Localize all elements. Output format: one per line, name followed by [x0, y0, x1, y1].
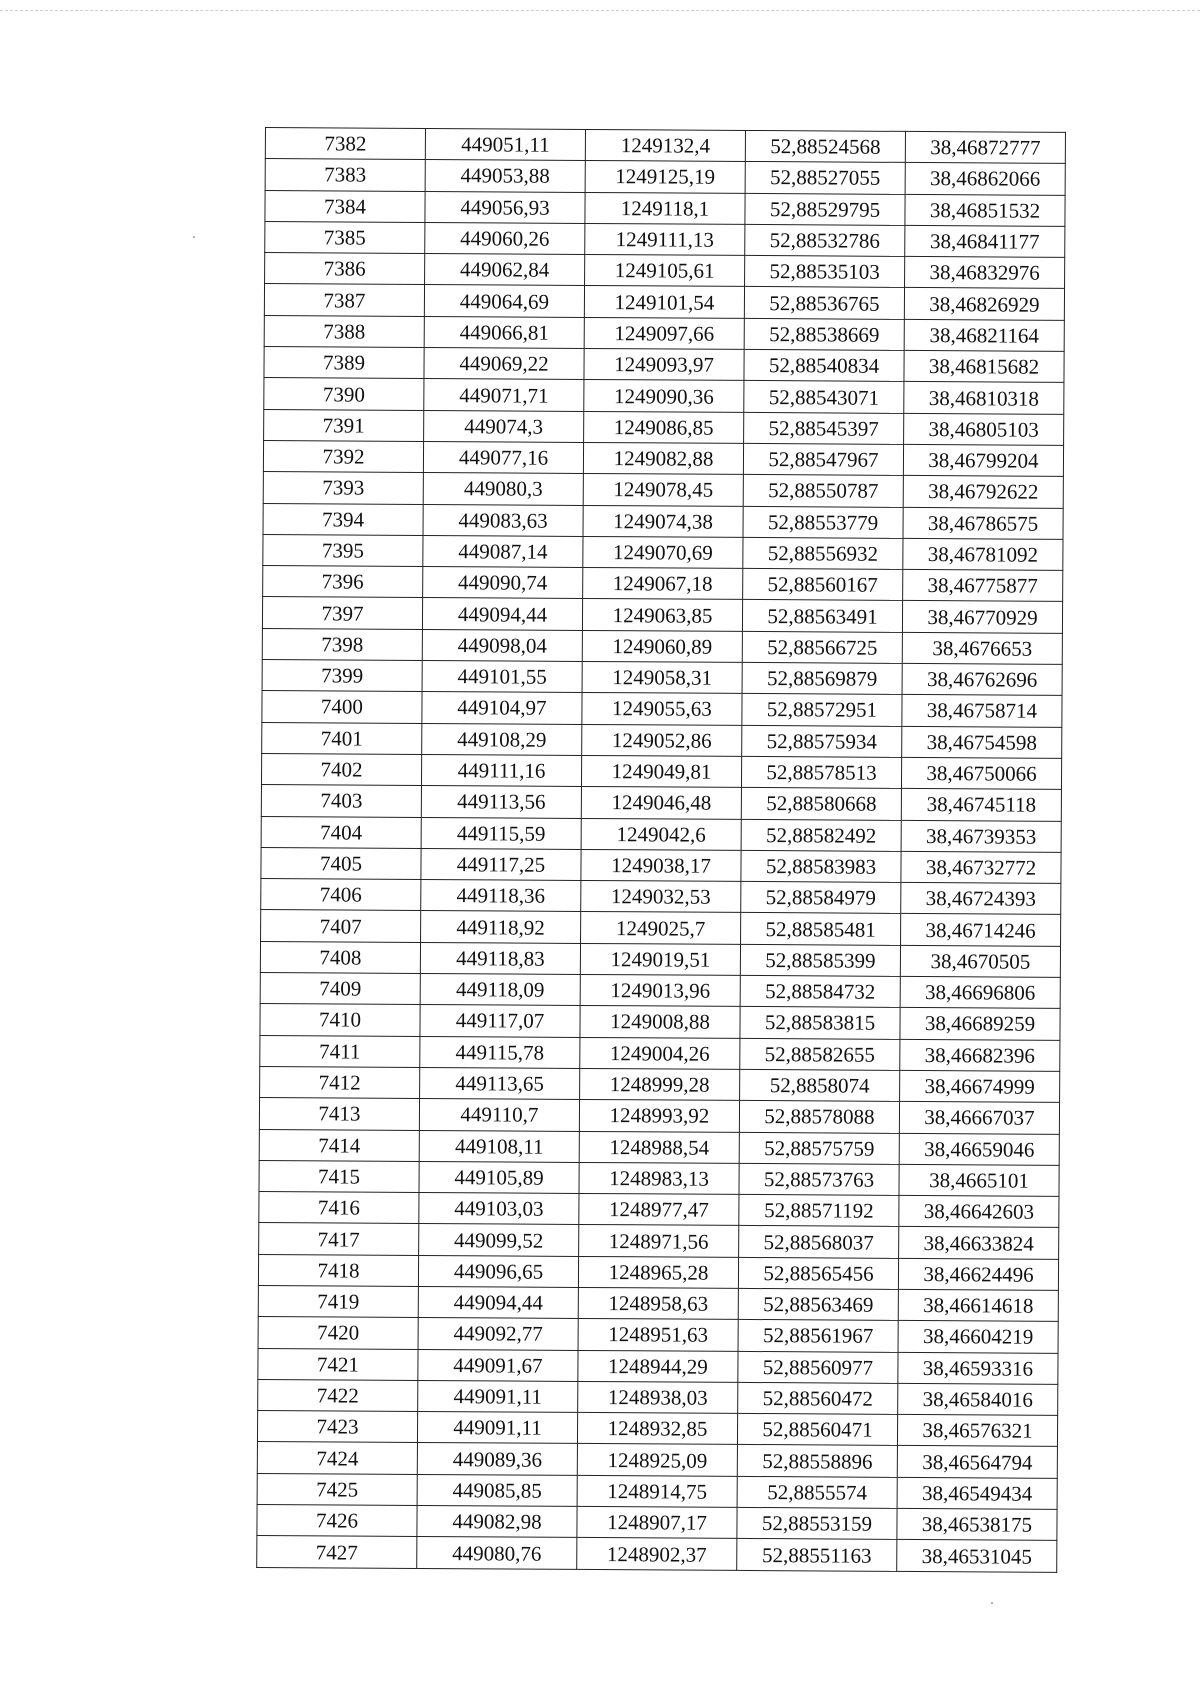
longitude-cell: 38,46792622: [903, 476, 1063, 508]
y-coordinate-cell: 1248958,63: [578, 1287, 738, 1319]
y-coordinate-cell: 1249118,1: [585, 192, 745, 224]
latitude-cell: 52,88584732: [740, 975, 900, 1007]
latitude-cell: 52,88543071: [744, 381, 904, 413]
y-coordinate-cell: 1249052,86: [582, 724, 742, 756]
y-coordinate-cell: 1248914,75: [577, 1475, 737, 1507]
y-coordinate-cell: 1248907,17: [577, 1506, 737, 1538]
x-coordinate-cell: 449051,11: [425, 128, 585, 160]
latitude-cell: 52,88575934: [742, 725, 902, 757]
scan-speck: [991, 1602, 993, 1604]
table-row: [260, 973, 1060, 1009]
longitude-cell: 38,46724393: [901, 883, 1061, 915]
latitude-cell: 52,88545397: [744, 412, 904, 444]
x-coordinate-cell: 449118,92: [421, 911, 581, 943]
longitude-cell: 38,4676653: [902, 632, 1062, 664]
latitude-cell: 52,88540834: [744, 350, 904, 382]
table-row: [263, 503, 1063, 539]
x-coordinate-cell: 449096,65: [418, 1255, 578, 1287]
table-row: [257, 1442, 1057, 1478]
latitude-cell: 52,88563469: [738, 1288, 898, 1320]
table-row: [261, 753, 1061, 789]
x-coordinate-cell: 449118,83: [420, 942, 580, 974]
x-coordinate-cell: 449111,16: [421, 754, 581, 786]
table-row: [265, 253, 1065, 289]
y-coordinate-cell: 1249082,88: [583, 442, 743, 474]
table-row: [263, 440, 1063, 476]
longitude-cell: 38,46750066: [901, 757, 1061, 789]
latitude-cell: 52,88524568: [745, 130, 905, 162]
x-coordinate-cell: 449085,85: [417, 1474, 577, 1506]
y-coordinate-cell: 1249070,69: [583, 536, 743, 568]
y-coordinate-cell: 1248993,92: [579, 1100, 739, 1132]
latitude-cell: 52,88582655: [740, 1038, 900, 1070]
longitude-cell: 38,46732772: [901, 851, 1061, 883]
latitude-cell: 52,88553779: [743, 506, 903, 538]
coordinates-table: [256, 127, 1066, 1573]
point-number-cell: 7386: [265, 253, 425, 285]
scan-edge-line: [0, 10, 1200, 11]
x-coordinate-cell: 449098,04: [422, 629, 582, 661]
latitude-cell: 52,88538669: [744, 318, 904, 350]
longitude-cell: 38,46775877: [903, 570, 1063, 602]
point-number-cell: 7384: [265, 190, 425, 222]
x-coordinate-cell: 449090,74: [423, 567, 583, 599]
x-coordinate-cell: 449094,44: [422, 598, 582, 630]
point-number-cell: 7383: [265, 159, 425, 191]
y-coordinate-cell: 1248983,13: [579, 1162, 739, 1194]
table-row: [262, 660, 1062, 696]
longitude-cell: 38,46872777: [905, 131, 1065, 163]
point-number-cell: 7424: [257, 1442, 417, 1474]
table-row: [259, 1223, 1059, 1259]
point-number-cell: 7414: [259, 1129, 419, 1161]
latitude-cell: 52,88536765: [744, 287, 904, 319]
point-number-cell: 7422: [258, 1379, 418, 1411]
x-coordinate-cell: 449087,14: [423, 535, 583, 567]
longitude-cell: 38,46682396: [900, 1039, 1060, 1071]
latitude-cell: 52,88558896: [737, 1445, 897, 1477]
table-row: [259, 1129, 1059, 1165]
latitude-cell: 52,88535103: [745, 256, 905, 288]
y-coordinate-cell: 1249078,45: [583, 474, 743, 506]
point-number-cell: 7409: [260, 973, 420, 1005]
x-coordinate-cell: 449110,7: [419, 1099, 579, 1131]
x-coordinate-cell: 449083,63: [423, 504, 583, 536]
y-coordinate-cell: 1249097,66: [584, 317, 744, 349]
point-number-cell: 7402: [261, 753, 421, 785]
latitude-cell: 52,88563491: [742, 600, 902, 632]
y-coordinate-cell: 1249105,61: [585, 255, 745, 287]
latitude-cell: 52,88527055: [745, 162, 905, 194]
table-row: [260, 1066, 1060, 1102]
point-number-cell: 7421: [258, 1348, 418, 1380]
point-number-cell: 7387: [264, 284, 424, 316]
latitude-cell: 52,88556932: [743, 537, 903, 569]
point-number-cell: 7403: [261, 785, 421, 817]
y-coordinate-cell: 1249063,85: [582, 599, 742, 631]
y-coordinate-cell: 1248965,28: [578, 1256, 738, 1288]
table-row: [260, 941, 1060, 977]
latitude-cell: 52,88573763: [739, 1163, 899, 1195]
longitude-cell: 38,46674999: [900, 1070, 1060, 1102]
table-row: [265, 128, 1065, 164]
latitude-cell: 52,88585481: [741, 913, 901, 945]
longitude-cell: 38,46642603: [899, 1195, 1059, 1227]
y-coordinate-cell: 1249125,19: [585, 161, 745, 193]
table-row: [258, 1254, 1058, 1290]
longitude-cell: 38,46538175: [897, 1508, 1057, 1540]
x-coordinate-cell: 449074,3: [424, 410, 584, 442]
longitude-cell: 38,46810318: [904, 382, 1064, 414]
x-coordinate-cell: 449071,71: [424, 379, 584, 411]
table-row: [261, 910, 1061, 946]
latitude-cell: 52,88580668: [741, 788, 901, 820]
table-row: [264, 347, 1064, 383]
point-number-cell: 7396: [263, 566, 423, 598]
y-coordinate-cell: 1248938,03: [578, 1381, 738, 1413]
point-number-cell: 7406: [261, 879, 421, 911]
point-number-cell: 7420: [258, 1317, 418, 1349]
y-coordinate-cell: 1249004,26: [580, 1037, 740, 1069]
table-row: [263, 472, 1063, 508]
point-number-cell: 7423: [257, 1411, 417, 1443]
table-row: [263, 566, 1063, 602]
y-coordinate-cell: 1248977,47: [579, 1194, 739, 1226]
y-coordinate-cell: 1249086,85: [584, 411, 744, 443]
x-coordinate-cell: 449064,69: [424, 285, 584, 317]
table-row: [257, 1536, 1057, 1572]
y-coordinate-cell: 1249055,63: [582, 693, 742, 725]
latitude-cell: 52,88566725: [742, 631, 902, 663]
point-number-cell: 7391: [264, 409, 424, 441]
x-coordinate-cell: 449089,36: [417, 1443, 577, 1475]
point-number-cell: 7398: [262, 628, 422, 660]
point-number-cell: 7400: [262, 691, 422, 723]
x-coordinate-cell: 449060,26: [425, 222, 585, 254]
x-coordinate-cell: 449091,67: [418, 1349, 578, 1381]
x-coordinate-cell: 449101,55: [422, 661, 582, 693]
longitude-cell: 38,46593316: [898, 1352, 1058, 1384]
latitude-cell: 52,88565456: [738, 1257, 898, 1289]
table-row: [258, 1379, 1058, 1415]
table-row: [262, 722, 1062, 758]
x-coordinate-cell: 449082,98: [417, 1506, 577, 1538]
point-number-cell: 7407: [261, 910, 421, 942]
table-row: [261, 847, 1061, 883]
latitude-cell: 52,88560471: [737, 1414, 897, 1446]
latitude-cell: 52,88578513: [741, 756, 901, 788]
latitude-cell: 52,88578088: [739, 1101, 899, 1133]
point-number-cell: 7389: [264, 347, 424, 379]
longitude-cell: 38,46604219: [898, 1321, 1058, 1353]
latitude-cell: 52,88582492: [741, 819, 901, 851]
y-coordinate-cell: 1248925,09: [577, 1444, 737, 1476]
x-coordinate-cell: 449094,44: [418, 1286, 578, 1318]
y-coordinate-cell: 1249019,51: [580, 943, 740, 975]
latitude-cell: 52,88547967: [743, 443, 903, 475]
table-row: [257, 1505, 1057, 1541]
y-coordinate-cell: 1249013,96: [580, 974, 740, 1006]
y-coordinate-cell: 1249008,88: [580, 1006, 740, 1038]
longitude-cell: 38,46762696: [902, 663, 1062, 695]
x-coordinate-cell: 449105,89: [419, 1161, 579, 1193]
table-row: [265, 221, 1065, 257]
longitude-cell: 38,46799204: [903, 444, 1063, 476]
table-row: [261, 785, 1061, 821]
y-coordinate-cell: 1249090,36: [584, 380, 744, 412]
latitude-cell: 52,88569879: [742, 662, 902, 694]
y-coordinate-cell: 1249046,48: [581, 787, 741, 819]
x-coordinate-cell: 449103,03: [419, 1193, 579, 1225]
table-row: [257, 1411, 1057, 1447]
latitude-cell: 52,88583983: [741, 850, 901, 882]
y-coordinate-cell: 1249093,97: [584, 349, 744, 381]
table-row: [262, 691, 1062, 727]
table-row: [259, 1160, 1059, 1196]
point-number-cell: 7419: [258, 1285, 418, 1317]
x-coordinate-cell: 449080,76: [417, 1537, 577, 1569]
x-coordinate-cell: 449080,3: [423, 473, 583, 505]
latitude-cell: 52,88550787: [743, 475, 903, 507]
x-coordinate-cell: 449113,65: [420, 1067, 580, 1099]
x-coordinate-cell: 449117,25: [421, 848, 581, 880]
longitude-cell: 38,46786575: [903, 507, 1063, 539]
longitude-cell: 38,46667037: [899, 1102, 1059, 1134]
x-coordinate-cell: 449115,59: [421, 817, 581, 849]
point-number-cell: 7394: [263, 503, 423, 535]
y-coordinate-cell: 1248932,85: [577, 1413, 737, 1445]
point-number-cell: 7385: [265, 221, 425, 253]
longitude-cell: 38,46815682: [904, 350, 1064, 382]
latitude-cell: 52,88532786: [745, 224, 905, 256]
y-coordinate-cell: 1249038,17: [581, 849, 741, 881]
latitude-cell: 52,88583815: [740, 1007, 900, 1039]
longitude-cell: 38,46745118: [901, 789, 1061, 821]
x-coordinate-cell: 449115,78: [420, 1036, 580, 1068]
table-row: [265, 159, 1065, 195]
latitude-cell: 52,88572951: [742, 694, 902, 726]
point-number-cell: 7405: [261, 847, 421, 879]
point-number-cell: 7392: [263, 440, 423, 472]
x-coordinate-cell: 449091,11: [417, 1412, 577, 1444]
y-coordinate-cell: 1248944,29: [578, 1350, 738, 1382]
point-number-cell: 7427: [257, 1536, 417, 1568]
table-row: [260, 1035, 1060, 1071]
table-row: [261, 879, 1061, 915]
longitude-cell: 38,46633824: [899, 1227, 1059, 1259]
table-row: [261, 816, 1061, 852]
x-coordinate-cell: 449108,29: [422, 723, 582, 755]
x-coordinate-cell: 449108,11: [419, 1130, 579, 1162]
y-coordinate-cell: 1248988,54: [579, 1131, 739, 1163]
latitude-cell: 52,88560167: [743, 569, 903, 601]
x-coordinate-cell: 449062,84: [425, 254, 585, 286]
y-coordinate-cell: 1248902,37: [577, 1538, 737, 1570]
table-row: [262, 628, 1062, 664]
x-coordinate-cell: 449104,97: [422, 692, 582, 724]
latitude-cell: 52,8858074: [740, 1069, 900, 1101]
table-row: [259, 1192, 1059, 1228]
latitude-cell: 52,88560472: [738, 1382, 898, 1414]
x-coordinate-cell: 449077,16: [423, 441, 583, 473]
latitude-cell: 52,88551163: [737, 1539, 897, 1571]
table-row: [260, 1004, 1060, 1040]
y-coordinate-cell: 1249132,4: [585, 129, 745, 161]
longitude-cell: 38,46821164: [904, 319, 1064, 351]
latitude-cell: 52,88553159: [737, 1507, 897, 1539]
point-number-cell: 7395: [263, 534, 423, 566]
table-row: [264, 315, 1064, 351]
y-coordinate-cell: 1248951,63: [578, 1319, 738, 1351]
table-row: [262, 597, 1062, 633]
y-coordinate-cell: 1249060,89: [582, 630, 742, 662]
longitude-cell: 38,46531045: [897, 1540, 1057, 1572]
point-number-cell: 7416: [259, 1192, 419, 1224]
y-coordinate-cell: 1249025,7: [581, 912, 741, 944]
longitude-cell: 38,46584016: [898, 1383, 1058, 1415]
point-number-cell: 7408: [260, 941, 420, 973]
latitude-cell: 52,88575759: [739, 1132, 899, 1164]
point-number-cell: 7390: [264, 378, 424, 410]
x-coordinate-cell: 449069,22: [424, 348, 584, 380]
latitude-cell: 52,88568037: [739, 1226, 899, 1258]
y-coordinate-cell: 1248999,28: [580, 1068, 740, 1100]
table-row: [263, 534, 1063, 570]
latitude-cell: 52,88571192: [739, 1195, 899, 1227]
table-row: [264, 409, 1064, 445]
point-number-cell: 7413: [259, 1098, 419, 1130]
x-coordinate-cell: 449056,93: [425, 191, 585, 223]
point-number-cell: 7393: [263, 472, 423, 504]
scan-speck: [193, 236, 195, 238]
y-coordinate-cell: 1249074,38: [583, 505, 743, 537]
y-coordinate-cell: 1249032,53: [581, 881, 741, 913]
x-coordinate-cell: 449118,09: [420, 973, 580, 1005]
x-coordinate-cell: 449113,56: [421, 786, 581, 818]
point-number-cell: 7418: [258, 1254, 418, 1286]
longitude-cell: 38,46576321: [897, 1415, 1057, 1447]
y-coordinate-cell: 1249042,6: [581, 818, 741, 850]
point-number-cell: 7382: [265, 128, 425, 160]
longitude-cell: 38,46826929: [904, 288, 1064, 320]
longitude-cell: 38,4670505: [900, 945, 1060, 977]
longitude-cell: 38,46614618: [898, 1289, 1058, 1321]
table-row: [258, 1285, 1058, 1321]
point-number-cell: 7399: [262, 660, 422, 692]
longitude-cell: 38,4665101: [899, 1164, 1059, 1196]
latitude-cell: 52,88584979: [741, 882, 901, 914]
longitude-cell: 38,46758714: [902, 695, 1062, 727]
longitude-cell: 38,46851532: [905, 194, 1065, 226]
point-number-cell: 7415: [259, 1160, 419, 1192]
x-coordinate-cell: 449091,11: [418, 1380, 578, 1412]
longitude-cell: 38,46564794: [897, 1446, 1057, 1478]
point-number-cell: 7404: [261, 816, 421, 848]
table-row: [259, 1098, 1059, 1134]
longitude-cell: 38,46841177: [905, 225, 1065, 257]
longitude-cell: 38,46549434: [897, 1477, 1057, 1509]
longitude-cell: 38,46624496: [898, 1258, 1058, 1290]
longitude-cell: 38,46754598: [902, 726, 1062, 758]
longitude-cell: 38,46781092: [903, 538, 1063, 570]
longitude-cell: 38,46689259: [900, 1008, 1060, 1040]
y-coordinate-cell: 1249049,81: [581, 755, 741, 787]
point-number-cell: 7397: [262, 597, 422, 629]
y-coordinate-cell: 1249067,18: [583, 568, 743, 600]
longitude-cell: 38,46770929: [902, 601, 1062, 633]
y-coordinate-cell: 1249101,54: [584, 286, 744, 318]
latitude-cell: 52,88585399: [740, 944, 900, 976]
table-row: [264, 284, 1064, 320]
longitude-cell: 38,46739353: [901, 820, 1061, 852]
table-row: [265, 190, 1065, 226]
table-row: [258, 1348, 1058, 1384]
latitude-cell: 52,8855574: [737, 1476, 897, 1508]
y-coordinate-cell: 1249111,13: [585, 223, 745, 255]
x-coordinate-cell: 449092,77: [418, 1318, 578, 1350]
point-number-cell: 7410: [260, 1004, 420, 1036]
x-coordinate-cell: 449053,88: [425, 160, 585, 192]
longitude-cell: 38,46832976: [905, 257, 1065, 289]
point-number-cell: 7426: [257, 1505, 417, 1537]
latitude-cell: 52,88529795: [745, 193, 905, 225]
longitude-cell: 38,46714246: [901, 914, 1061, 946]
point-number-cell: 7411: [260, 1035, 420, 1067]
y-coordinate-cell: 1249058,31: [582, 661, 742, 693]
latitude-cell: 52,88561967: [738, 1320, 898, 1352]
point-number-cell: 7412: [260, 1066, 420, 1098]
point-number-cell: 7425: [257, 1473, 417, 1505]
table-row: [264, 378, 1064, 414]
longitude-cell: 38,46696806: [900, 976, 1060, 1008]
x-coordinate-cell: 449118,36: [421, 880, 581, 912]
x-coordinate-cell: 449117,07: [420, 1005, 580, 1037]
longitude-cell: 38,46862066: [905, 163, 1065, 195]
table-row: [258, 1317, 1058, 1353]
longitude-cell: 38,46805103: [904, 413, 1064, 445]
point-number-cell: 7401: [262, 722, 422, 754]
table-row: [257, 1473, 1057, 1509]
point-number-cell: 7417: [259, 1223, 419, 1255]
x-coordinate-cell: 449099,52: [419, 1224, 579, 1256]
y-coordinate-cell: 1248971,56: [579, 1225, 739, 1257]
x-coordinate-cell: 449066,81: [424, 316, 584, 348]
point-number-cell: 7388: [264, 315, 424, 347]
coordinates-table-body: [257, 128, 1066, 1573]
longitude-cell: 38,46659046: [899, 1133, 1059, 1165]
latitude-cell: 52,88560977: [738, 1351, 898, 1383]
